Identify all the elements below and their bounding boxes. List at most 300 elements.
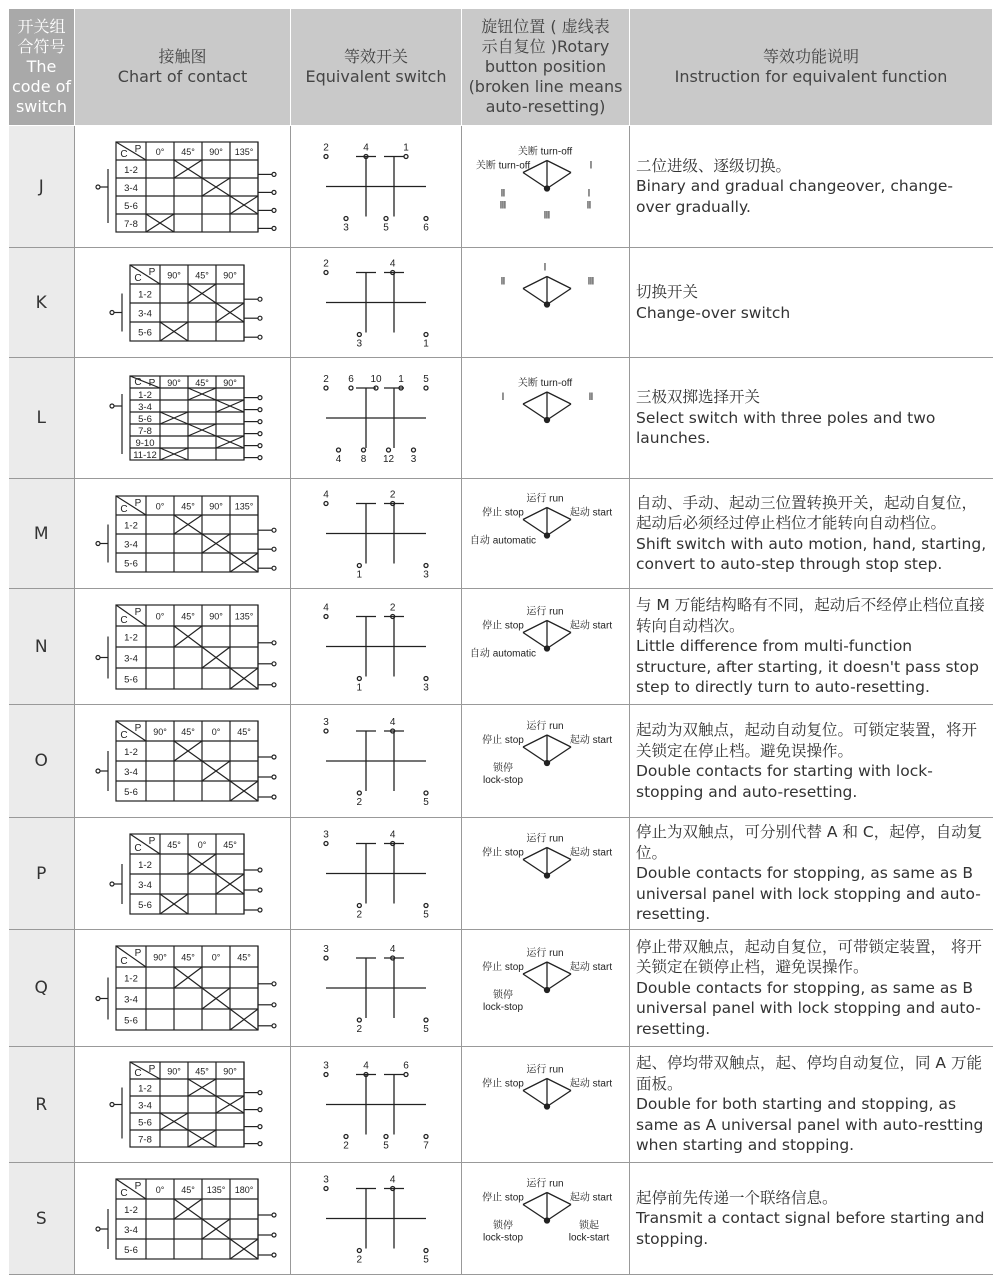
contact-terminal	[258, 396, 262, 400]
contact-p-label: P	[148, 378, 156, 389]
knob-position-cell	[462, 1047, 630, 1163]
knob-position	[462, 930, 629, 1046]
switch-code: S	[9, 1163, 75, 1275]
knob-arc	[547, 1193, 571, 1205]
header-func-line: Instruction for equivalent function	[674, 67, 948, 86]
header-equiv-line: 等效开关	[343, 47, 408, 66]
contact-row-label: 1-2	[138, 1083, 152, 1095]
function-description	[630, 248, 993, 358]
equivalent-switch	[291, 248, 461, 357]
knob-label: Ⅰ	[543, 262, 547, 274]
contact-c-label: C	[134, 273, 142, 284]
contact-row-label: 5-6	[124, 558, 138, 570]
contact-row-label: 1-2	[138, 860, 152, 871]
contact-terminal	[272, 1213, 276, 1217]
knob-label: 停止 stop	[482, 1078, 524, 1090]
equiv-num: 5	[423, 374, 429, 385]
equiv-num: 3	[410, 454, 417, 465]
equiv-diagram	[324, 729, 428, 795]
contact-c-label: C	[134, 1068, 142, 1079]
equiv-terminal	[344, 1135, 348, 1139]
contact-row-label: 1-2	[124, 632, 138, 644]
function-description	[630, 1163, 993, 1275]
function-description	[630, 589, 993, 705]
contact-terminal	[258, 444, 262, 448]
knob-label: lock-start	[568, 1232, 610, 1244]
knob-position-cell	[462, 248, 630, 358]
knob-arm	[547, 520, 571, 536]
knob-arm	[547, 1091, 571, 1107]
contact-pos-label: 45°	[195, 1066, 209, 1077]
contact-pos-label: 90°	[209, 147, 223, 157]
equiv-num: 3	[323, 1060, 329, 1072]
equiv-num: 4	[363, 1060, 369, 1072]
contact-terminal	[272, 641, 276, 645]
header-contact-line: 接触图	[158, 47, 207, 66]
contact-terminal	[110, 1103, 114, 1107]
contact-chart	[75, 589, 290, 704]
contact-p-label: P	[134, 1181, 142, 1192]
equivalent-switch	[291, 1163, 461, 1274]
contact-terminal	[258, 868, 262, 872]
knob-label: Ⅱ	[588, 392, 594, 403]
contact-terminal	[258, 1108, 262, 1112]
knob-label: Ⅱ	[500, 188, 506, 200]
contact-chart	[75, 479, 290, 588]
contact-chart	[75, 248, 290, 357]
equivalent-switch-cell	[291, 126, 462, 248]
equivalent-switch-cell	[291, 1047, 462, 1163]
contact-chart-cell	[75, 248, 291, 358]
knob-arc	[523, 848, 547, 860]
contact-row-label: 1-2	[124, 165, 138, 176]
switch-code: J	[9, 126, 75, 248]
equiv-num: 1	[423, 338, 429, 350]
contact-terminal	[96, 1227, 100, 1231]
equiv-terminal	[324, 155, 328, 159]
contact-row-label: 5-6	[124, 674, 138, 686]
knob-arm	[523, 1205, 547, 1221]
description-en: Double for both starting and stopping, as same as A universal panel with auto-restting when starting and stopping.	[636, 1095, 984, 1155]
header-code-line: The	[26, 57, 57, 76]
equiv-terminal	[424, 564, 428, 568]
knob-label: 运行 run	[526, 1178, 564, 1190]
equiv-num: 5	[423, 909, 429, 921]
knob-position-cell	[462, 705, 630, 818]
header-equiv-line: Equivalent switch	[305, 67, 447, 86]
contact-pos-label: 0°	[155, 1185, 165, 1195]
contact-chart	[75, 358, 290, 478]
knob-label: 自动 automatic	[469, 535, 537, 547]
contact-terminal	[110, 404, 114, 408]
knob-arc	[547, 392, 571, 404]
contact-row-label: 3-4	[138, 402, 152, 413]
contact-chart-cell	[75, 589, 291, 705]
contact-terminal	[258, 1142, 262, 1146]
contact-pos-label: 45°	[181, 147, 195, 157]
function-description	[630, 818, 993, 930]
contact-pos-label: 45°	[195, 378, 209, 388]
knob-arc	[523, 277, 547, 289]
equiv-num: 2	[356, 909, 363, 921]
equiv-diagram	[324, 956, 428, 1022]
knob-arm	[523, 974, 547, 990]
contact-p-label: P	[148, 836, 156, 847]
contact-grid	[110, 265, 262, 341]
equiv-num: 2	[356, 797, 363, 808]
equiv-num: 2	[356, 1254, 363, 1266]
equiv-terminal	[357, 1018, 361, 1022]
contact-row-label: 1-2	[124, 1205, 138, 1216]
contact-pos-label: 45°	[237, 952, 251, 963]
contact-row-label: 5-6	[124, 201, 138, 212]
knob-label: 关断 turn-off	[475, 160, 531, 172]
header-code-line: code of	[11, 77, 72, 96]
knob-label: Ⅱ	[586, 200, 592, 212]
knob-label: 起动 start	[569, 1192, 613, 1204]
equiv-terminal	[357, 791, 361, 795]
equiv-num: 2	[389, 489, 396, 501]
equiv-num: 3	[323, 717, 329, 728]
contact-terminal	[272, 547, 276, 551]
equiv-num: 3	[423, 682, 429, 694]
contact-row-label: 1-2	[138, 390, 152, 401]
knob-label: 运行 run	[526, 833, 564, 845]
knob-position	[462, 126, 629, 247]
equiv-diagram	[324, 842, 428, 908]
equiv-num: 4	[389, 1174, 396, 1186]
contact-row-label: 5-6	[138, 900, 152, 911]
contact-row-label: 3-4	[138, 880, 152, 891]
contact-pos-label: 0°	[155, 611, 165, 622]
knob-position	[462, 589, 629, 704]
contact-terminal	[96, 769, 100, 773]
contact-pos-label: 90°	[153, 952, 167, 963]
description-cn: 起停前先传递一个联络信息。	[636, 1188, 838, 1207]
knob-arc	[523, 735, 547, 747]
knob-label: Ⅲ	[499, 200, 507, 212]
knob-arc	[547, 735, 571, 747]
equiv-num: 5	[383, 222, 389, 234]
contact-terminal	[258, 408, 262, 412]
knob-label: 停止 stop	[482, 1192, 524, 1204]
knob-arm	[523, 173, 547, 189]
equiv-num: 3	[343, 222, 349, 234]
header-row	[9, 9, 993, 126]
contact-row-label: 5-6	[138, 1117, 152, 1129]
switch-code: K	[9, 248, 75, 358]
equiv-num: 6	[423, 222, 429, 234]
header-code-line: switch	[15, 97, 68, 116]
description-en: Select switch with three poles and two launches.	[636, 408, 936, 448]
knob-position	[462, 818, 629, 929]
knob-diagram	[523, 1079, 571, 1110]
equiv-num: 4	[363, 142, 369, 154]
contact-chart	[75, 1163, 290, 1274]
contact-row-label: 3-4	[138, 308, 152, 320]
equivalent-switch	[291, 818, 461, 929]
equiv-diagram	[324, 271, 428, 337]
equivalent-switch-cell	[291, 358, 462, 479]
table-row	[9, 1163, 993, 1275]
description-cn: 起、停均带双触点，起、停均自动复位，同 A 万能面板。	[636, 1054, 982, 1093]
table-row	[9, 248, 993, 358]
equiv-diagram	[324, 155, 428, 221]
knob-label: 停止 stop	[482, 507, 524, 519]
equiv-terminal	[324, 502, 328, 506]
equiv-terminal	[357, 904, 361, 908]
contact-row-label: 5-6	[124, 1015, 138, 1027]
knob-label: 停止 stop	[482, 962, 524, 973]
knob-diagram	[523, 735, 571, 766]
description-cn: 自动、手动、起动三位置转换开关，起动自复位，起动后必须经过停止档位才能转向自动档位。	[636, 493, 978, 532]
contact-row-label: 3-4	[124, 1225, 138, 1236]
equiv-num: 3	[323, 829, 329, 841]
contact-terminal	[96, 656, 100, 660]
contact-pos-label: 90°	[167, 270, 181, 281]
equiv-terminal	[357, 1249, 361, 1253]
equiv-terminal	[424, 1249, 428, 1253]
contact-row-label: 3-4	[138, 1100, 152, 1112]
contact-grid	[110, 1062, 262, 1147]
equiv-num: 4	[323, 602, 329, 614]
knob-label: 锁起	[579, 1220, 599, 1232]
table-row	[9, 126, 993, 248]
contact-row-label: 11-12	[133, 450, 157, 461]
knob-arm	[547, 404, 571, 420]
contact-pos-label: 45°	[181, 952, 195, 963]
description-en: Transmit a contact signal before starting and stopping.	[636, 1209, 985, 1248]
contact-terminal	[258, 1125, 262, 1129]
header-knob-line: auto-resetting)	[485, 97, 606, 116]
contact-terminal	[272, 208, 276, 212]
header-knob-line: (broken line means	[468, 77, 623, 96]
contact-c-label: C	[120, 730, 128, 741]
equivalent-switch	[291, 126, 461, 247]
knob-arm	[523, 520, 547, 536]
knob-diagram	[523, 1193, 571, 1224]
knob-label: 停止 stop	[482, 847, 524, 859]
contact-row-label: 1-2	[124, 973, 138, 985]
contact-pos-label: 180°	[234, 1185, 254, 1195]
contact-p-label: P	[134, 948, 142, 959]
switch-code: R	[9, 1047, 75, 1163]
knob-label: Ⅰ	[587, 188, 591, 200]
contact-chart	[75, 930, 290, 1046]
equiv-diagram	[324, 1187, 428, 1253]
contact-row-label: 1-2	[124, 520, 138, 532]
knob-arm	[547, 289, 571, 305]
function-description	[630, 1047, 993, 1163]
switch-code: O	[9, 705, 75, 818]
switch-table	[8, 8, 993, 1275]
equiv-terminal	[424, 217, 428, 221]
switch-code: Q	[9, 930, 75, 1047]
equivalent-switch	[291, 358, 461, 478]
description-cn: 起动为双触点，起动自动复位。可锁定装置，将开关锁定在停止档。避免误操作。	[636, 721, 978, 760]
knob-arc	[547, 962, 571, 974]
knob-arc	[547, 848, 571, 860]
equiv-num: 12	[382, 454, 395, 465]
knob-label: 关断 turn-off	[517, 146, 573, 158]
description-en: Double contacts for stopping, as same as B universal panel with lock stopping and auto-resetting.	[636, 864, 981, 924]
header-code	[9, 9, 75, 126]
header-knob	[462, 9, 630, 126]
table-body	[9, 126, 993, 1275]
knob-label: 锁停	[493, 763, 513, 774]
knob-label: 运行 run	[526, 721, 564, 732]
contact-c-label: C	[120, 149, 128, 160]
knob-arm	[547, 747, 571, 763]
equiv-terminal	[324, 956, 328, 960]
contact-terminal	[272, 226, 276, 230]
equiv-num: 5	[383, 1140, 389, 1152]
contact-row-label: 1-2	[138, 289, 152, 301]
contact-chart-cell	[75, 930, 291, 1047]
switch-code: L	[9, 358, 75, 479]
description-cn: 切换开关	[636, 283, 699, 301]
equiv-num: 2	[323, 142, 329, 154]
equiv-num: 8	[360, 454, 367, 465]
equivalent-switch	[291, 479, 461, 588]
knob-label: 自动 automatic	[469, 648, 537, 660]
equiv-terminal	[404, 1073, 408, 1077]
switch-code: N	[9, 589, 75, 705]
knob-position-cell	[462, 589, 630, 705]
equiv-terminal	[357, 333, 361, 337]
switch-code: M	[9, 479, 75, 589]
equivalent-switch	[291, 589, 461, 704]
equiv-num: 2	[343, 1140, 349, 1152]
knob-arc	[523, 1079, 547, 1091]
knob-label: 运行 run	[526, 948, 564, 959]
contact-chart	[75, 126, 290, 247]
contact-c-label: C	[120, 615, 128, 626]
equiv-terminal	[387, 448, 391, 452]
equiv-terminal	[324, 729, 328, 733]
contact-terminal	[110, 311, 114, 315]
knob-diagram	[523, 392, 571, 423]
knob-position-cell	[462, 479, 630, 589]
header-knob-line: button position	[484, 57, 607, 76]
equivalent-switch-cell	[291, 1163, 462, 1275]
knob-arc	[523, 508, 547, 520]
knob-label: 起动 start	[569, 962, 613, 973]
contact-chart	[75, 705, 290, 817]
description-en: Binary and gradual changeover, change-over gradually.	[636, 177, 954, 216]
contact-pos-label: 45°	[181, 727, 195, 737]
contact-chart-cell	[75, 1047, 291, 1163]
knob-label: 锁停	[493, 1220, 513, 1232]
knob-arm	[523, 633, 547, 649]
contact-terminal	[272, 1253, 276, 1257]
equiv-num: 1	[403, 142, 409, 154]
knob-position	[462, 705, 629, 817]
contact-chart-cell	[75, 358, 291, 479]
contact-terminal	[272, 190, 276, 194]
knob-arc	[523, 621, 547, 633]
table-row	[9, 358, 993, 479]
equivalent-switch	[291, 930, 461, 1046]
equiv-num: 2	[389, 602, 396, 614]
contact-terminal	[96, 997, 100, 1001]
contact-terminal	[272, 982, 276, 986]
contact-terminal	[272, 528, 276, 532]
contact-row-label: 3-4	[124, 994, 138, 1006]
contact-row-label: 5-6	[124, 787, 138, 798]
contact-grid	[110, 376, 262, 460]
equiv-num: 4	[323, 489, 329, 501]
equivalent-switch-cell	[291, 818, 462, 930]
contact-pos-label: 135°	[234, 501, 254, 512]
contact-row-label: 7-8	[124, 219, 138, 230]
contact-chart-cell	[75, 1163, 291, 1275]
function-description	[630, 479, 993, 589]
knob-arm	[523, 747, 547, 763]
contact-row-label: 5-6	[138, 414, 152, 425]
knob-diagram	[523, 277, 571, 308]
contact-row-label: 5-6	[124, 1245, 138, 1256]
contact-pos-label: 0°	[211, 727, 221, 737]
contact-pos-label: 135°	[206, 1185, 226, 1195]
equiv-diagram	[324, 1073, 428, 1139]
equiv-terminal	[424, 791, 428, 795]
contact-chart-cell	[75, 705, 291, 818]
knob-arc	[523, 962, 547, 974]
knob-label: 起动 start	[569, 735, 613, 746]
knob-label: Ⅰ	[501, 392, 505, 403]
table-row	[9, 589, 993, 705]
description-cn: 停止带双触点，起动自复位，可带锁定装置， 将开关锁定在锁停止档，避免误操作。	[636, 937, 982, 977]
knob-label: 起动 start	[569, 1078, 613, 1090]
equiv-diagram	[324, 615, 428, 681]
contact-terminal	[272, 1024, 276, 1028]
equiv-terminal	[424, 677, 428, 681]
contact-terminal	[258, 297, 262, 301]
contact-pos-label: 45°	[181, 1185, 195, 1195]
equiv-terminal	[412, 448, 416, 452]
contact-terminal	[258, 456, 262, 460]
equiv-num: 4	[389, 258, 396, 270]
contact-c-label: C	[134, 843, 142, 854]
equiv-terminal	[384, 217, 388, 221]
knob-diagram	[523, 621, 571, 652]
description-cn: 与 M 万能结构略有不同，起动后不经停止档位直接转向自动档次。	[636, 596, 985, 635]
knob-position-cell	[462, 126, 630, 248]
contact-terminal	[258, 432, 262, 436]
contact-terminal	[258, 1091, 262, 1095]
contact-row-label: 3-4	[124, 183, 138, 194]
header-contact	[75, 9, 291, 126]
function-description	[630, 126, 993, 248]
equiv-num: 3	[423, 569, 429, 581]
description-cn: 二位进级、逐级切换。	[636, 156, 792, 175]
function-description	[630, 358, 993, 479]
contact-terminal	[258, 888, 262, 892]
contact-c-label: C	[134, 377, 142, 388]
contact-p-label: P	[148, 267, 156, 278]
knob-diagram	[523, 161, 571, 192]
contact-chart	[75, 818, 290, 929]
knob-label: 运行 run	[526, 1064, 564, 1076]
contact-pos-label: 45°	[181, 611, 195, 622]
equiv-num: 3	[356, 338, 363, 350]
knob-position	[462, 1163, 629, 1274]
knob-label: lock-stop	[482, 775, 524, 786]
contact-terminal	[258, 335, 262, 339]
knob-label: 运行 run	[526, 606, 564, 618]
knob-arm	[547, 1205, 571, 1221]
